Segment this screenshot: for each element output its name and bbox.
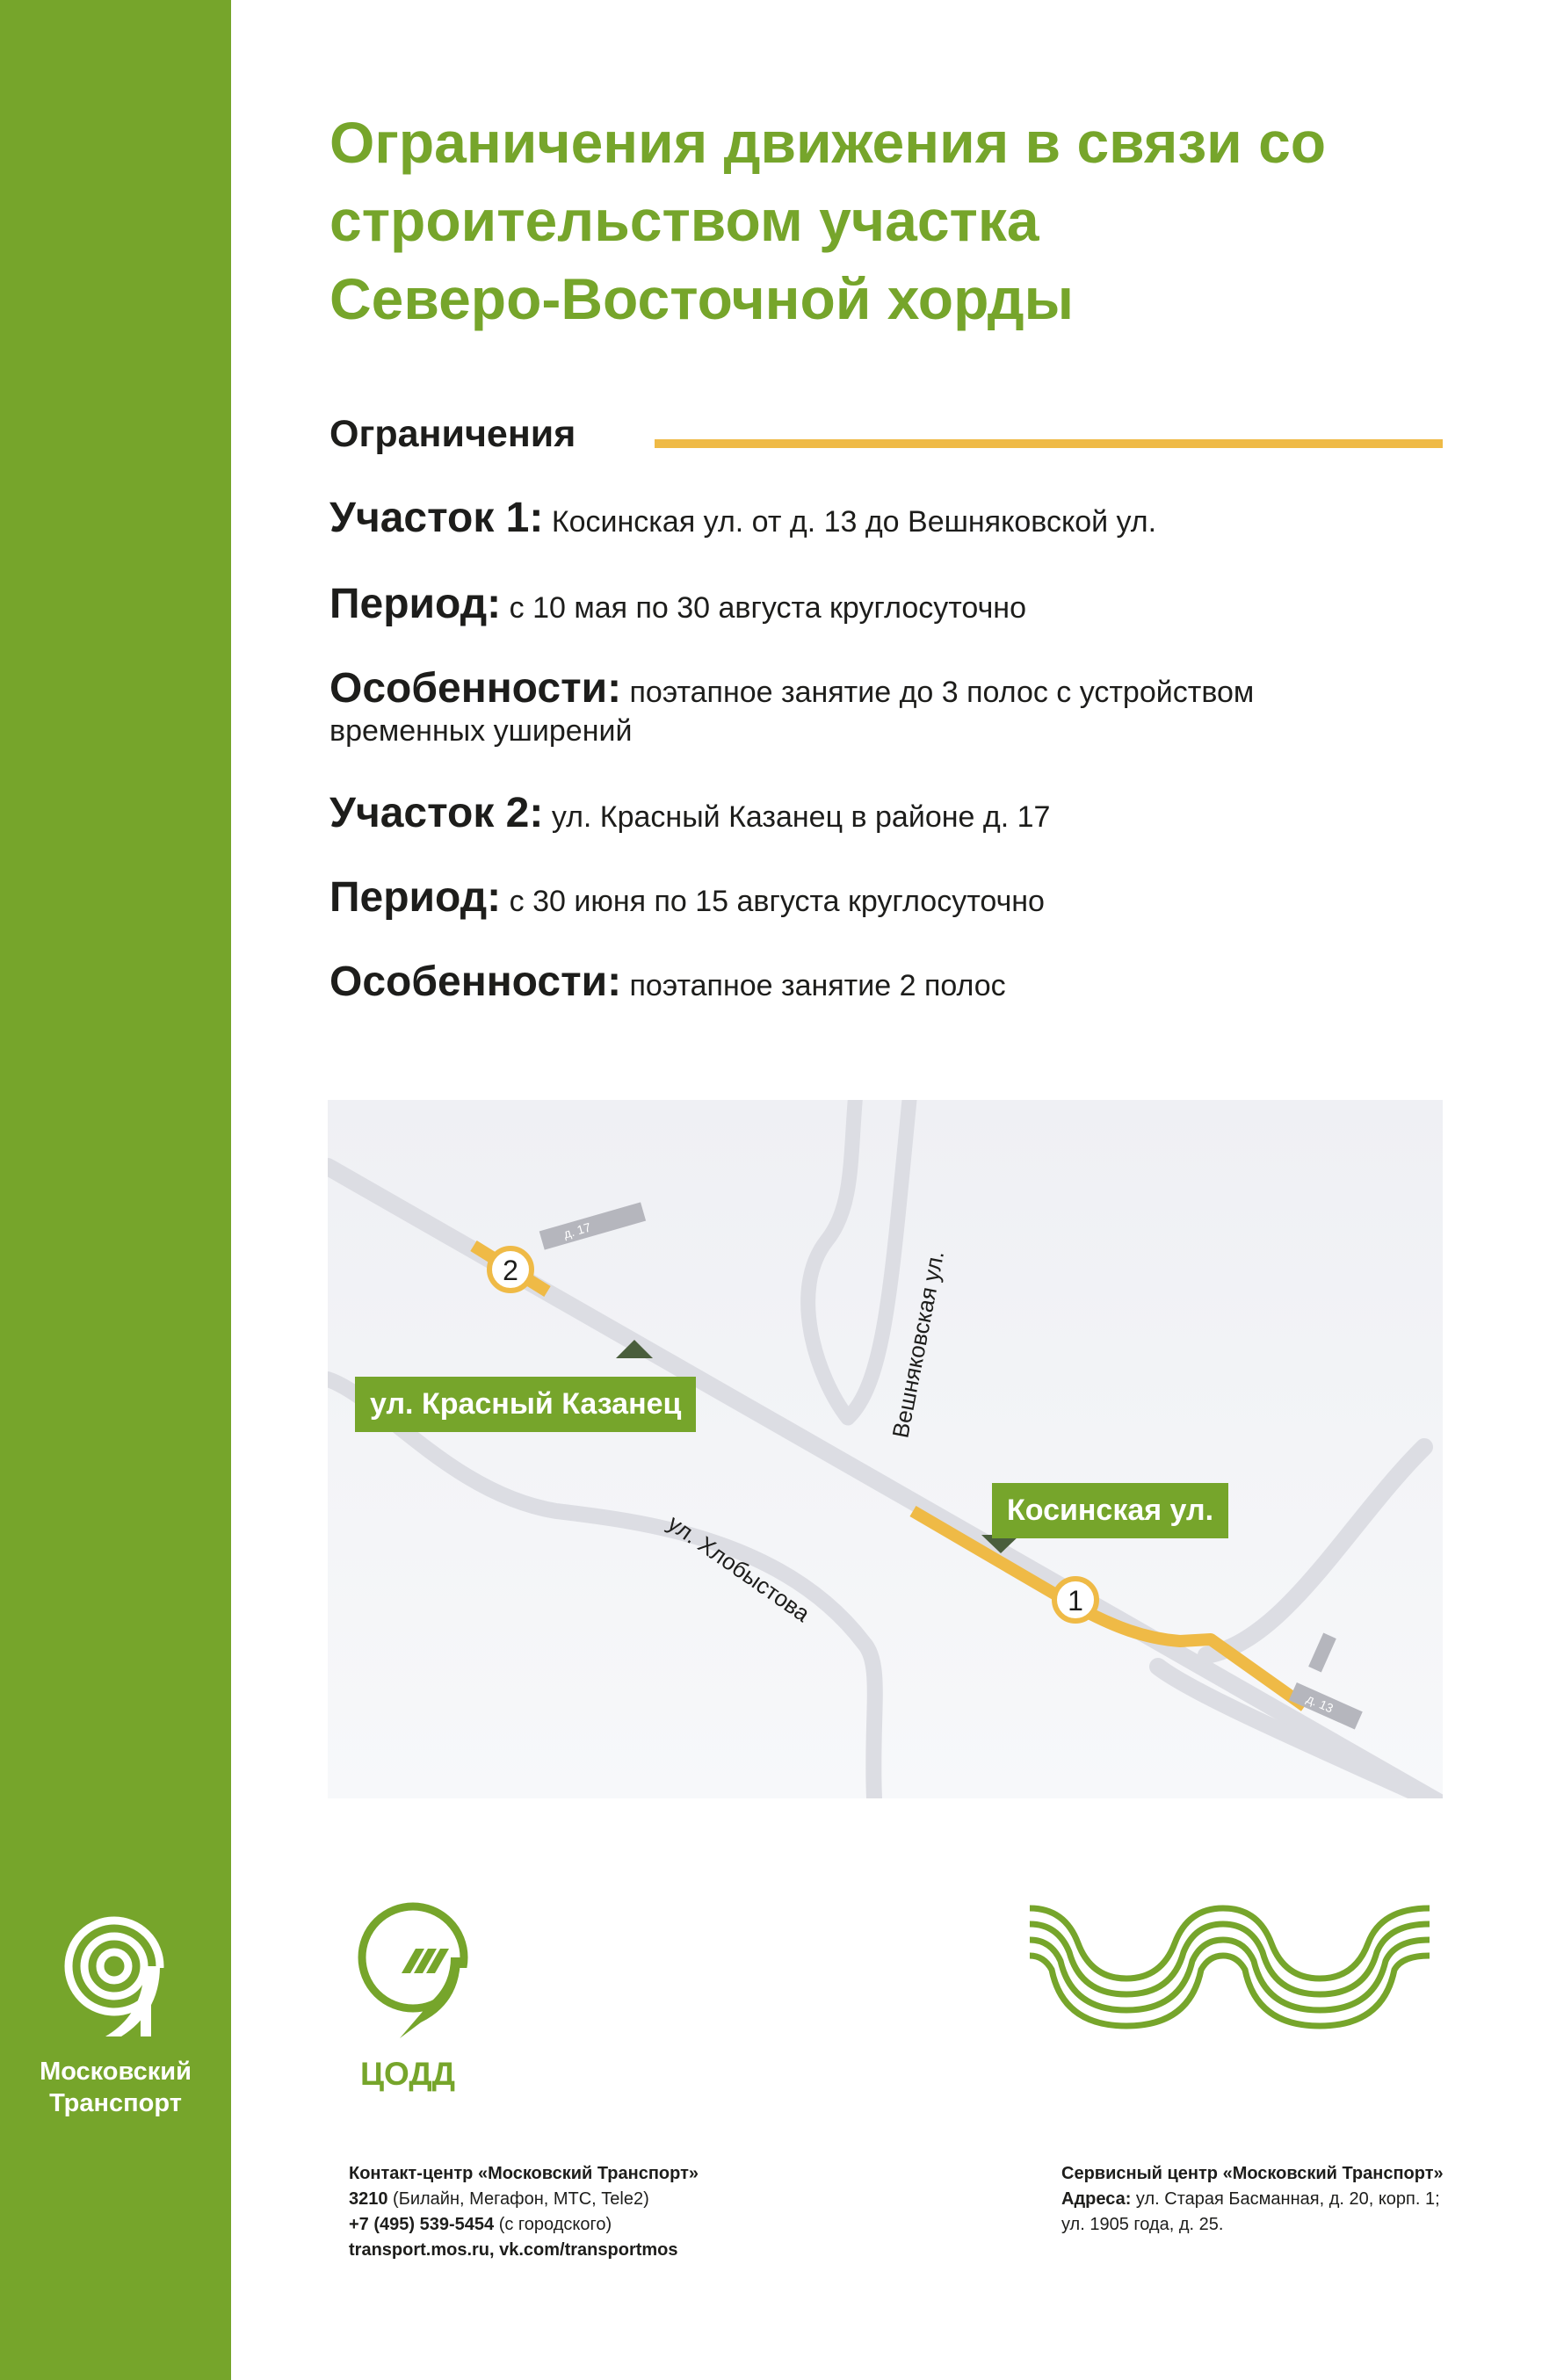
page-title	[329, 104, 1472, 338]
section-1-features	[329, 665, 1472, 750]
street-label-kosinskaya: Косинская ул.	[992, 1483, 1228, 1538]
section-text: ул. Красный Казанец в районе д. 17	[551, 800, 1051, 834]
section-2-segment	[329, 790, 1472, 836]
address-label: Адреса:	[1061, 2189, 1132, 2209]
marker-1	[1054, 1579, 1097, 1621]
heading-divider	[655, 439, 1443, 448]
section-2-features	[329, 959, 1472, 1005]
phone-number[interactable]: +7 (495) 539-5454	[349, 2215, 495, 2234]
map-graphic	[328, 1100, 1443, 1798]
contact-title: Контакт-центр «Московский Транспорт»	[349, 2164, 699, 2183]
road-veshnyakovskaya	[808, 1100, 911, 1418]
moscow-transport-name	[0, 2056, 231, 2119]
address-line-1: ул. Старая Басманная, д. 20, корп. 1;	[1131, 2189, 1440, 2209]
address-line-2: ул. 1905 года, д. 25.	[1061, 2215, 1224, 2234]
codd-name: ЦОДД	[360, 2056, 456, 2092]
street-label-khlobystova: ул. Хлобыстова	[662, 1509, 815, 1627]
section-label: Период:	[329, 874, 502, 921]
service-center-info	[1061, 2161, 1444, 2238]
contact-center-info	[349, 2161, 699, 2263]
marker-1-number: 1	[1068, 1585, 1083, 1617]
section-text: с 30 июня по 15 августа круглосуточно	[509, 885, 1045, 918]
section-1-segment	[329, 495, 1472, 541]
street-label-krasny-kazanets: ул. Красный Казанец	[355, 1377, 696, 1432]
section-1-period	[329, 581, 1472, 627]
section-label: Участок 1:	[329, 495, 544, 541]
brand-name-line1: Московский	[40, 2058, 192, 2086]
building-d13-a	[1308, 1633, 1336, 1673]
house-13-label: д. 13	[1304, 1691, 1336, 1716]
section-2-period	[329, 874, 1472, 921]
codd-logo-icon	[347, 1898, 479, 2038]
section-label: Особенности:	[329, 959, 622, 1005]
brand-name-line2: Транспорт	[49, 2089, 182, 2117]
marker-2-number: 2	[503, 1255, 518, 1286]
title-line-2: строительством участка	[329, 188, 1039, 253]
moscow-transport-logo-icon	[53, 1915, 176, 2038]
brand-sidebar	[0, 0, 231, 2380]
section-label: Особенности:	[329, 665, 622, 712]
section-text: поэтапное занятие до 3 полос с устройством	[629, 676, 1255, 709]
section-label: Участок 2:	[329, 790, 544, 836]
phone-note: (с городского)	[494, 2215, 612, 2234]
restrictions-heading: Ограничения	[329, 413, 576, 455]
section-text: поэтапное занятие 2 полос	[629, 969, 1006, 1002]
title-line-3: Северо-Восточной хорды	[329, 266, 1075, 331]
web-links[interactable]: transport.mos.ru, vk.com/transportmos	[349, 2240, 678, 2260]
building-d17	[539, 1202, 646, 1249]
section-text: с 10 мая по 30 августа круглосуточно	[509, 591, 1026, 625]
street-label-veshnyakovskaya: Вешняковская ул.	[887, 1248, 950, 1441]
road-right-curve	[1206, 1447, 1424, 1655]
house-17-label: д. 17	[561, 1219, 593, 1241]
short-number[interactable]: 3210	[349, 2189, 388, 2209]
short-number-note: (Билайн, Мегафон, МТС, Tele2)	[387, 2189, 649, 2209]
service-title: Сервисный центр «Московский Транспорт»	[1061, 2164, 1444, 2183]
section-label: Период:	[329, 581, 502, 627]
section-text: Косинская ул. от д. 13 до Вешняковской ул.	[551, 505, 1157, 539]
mos-logo-icon	[1030, 1898, 1430, 2038]
marker-2	[489, 1248, 532, 1291]
section-text-cont: временных уширений	[329, 714, 633, 748]
road-map	[328, 1100, 1443, 1798]
title-line-1: Ограничения движения в связи со	[329, 110, 1327, 175]
